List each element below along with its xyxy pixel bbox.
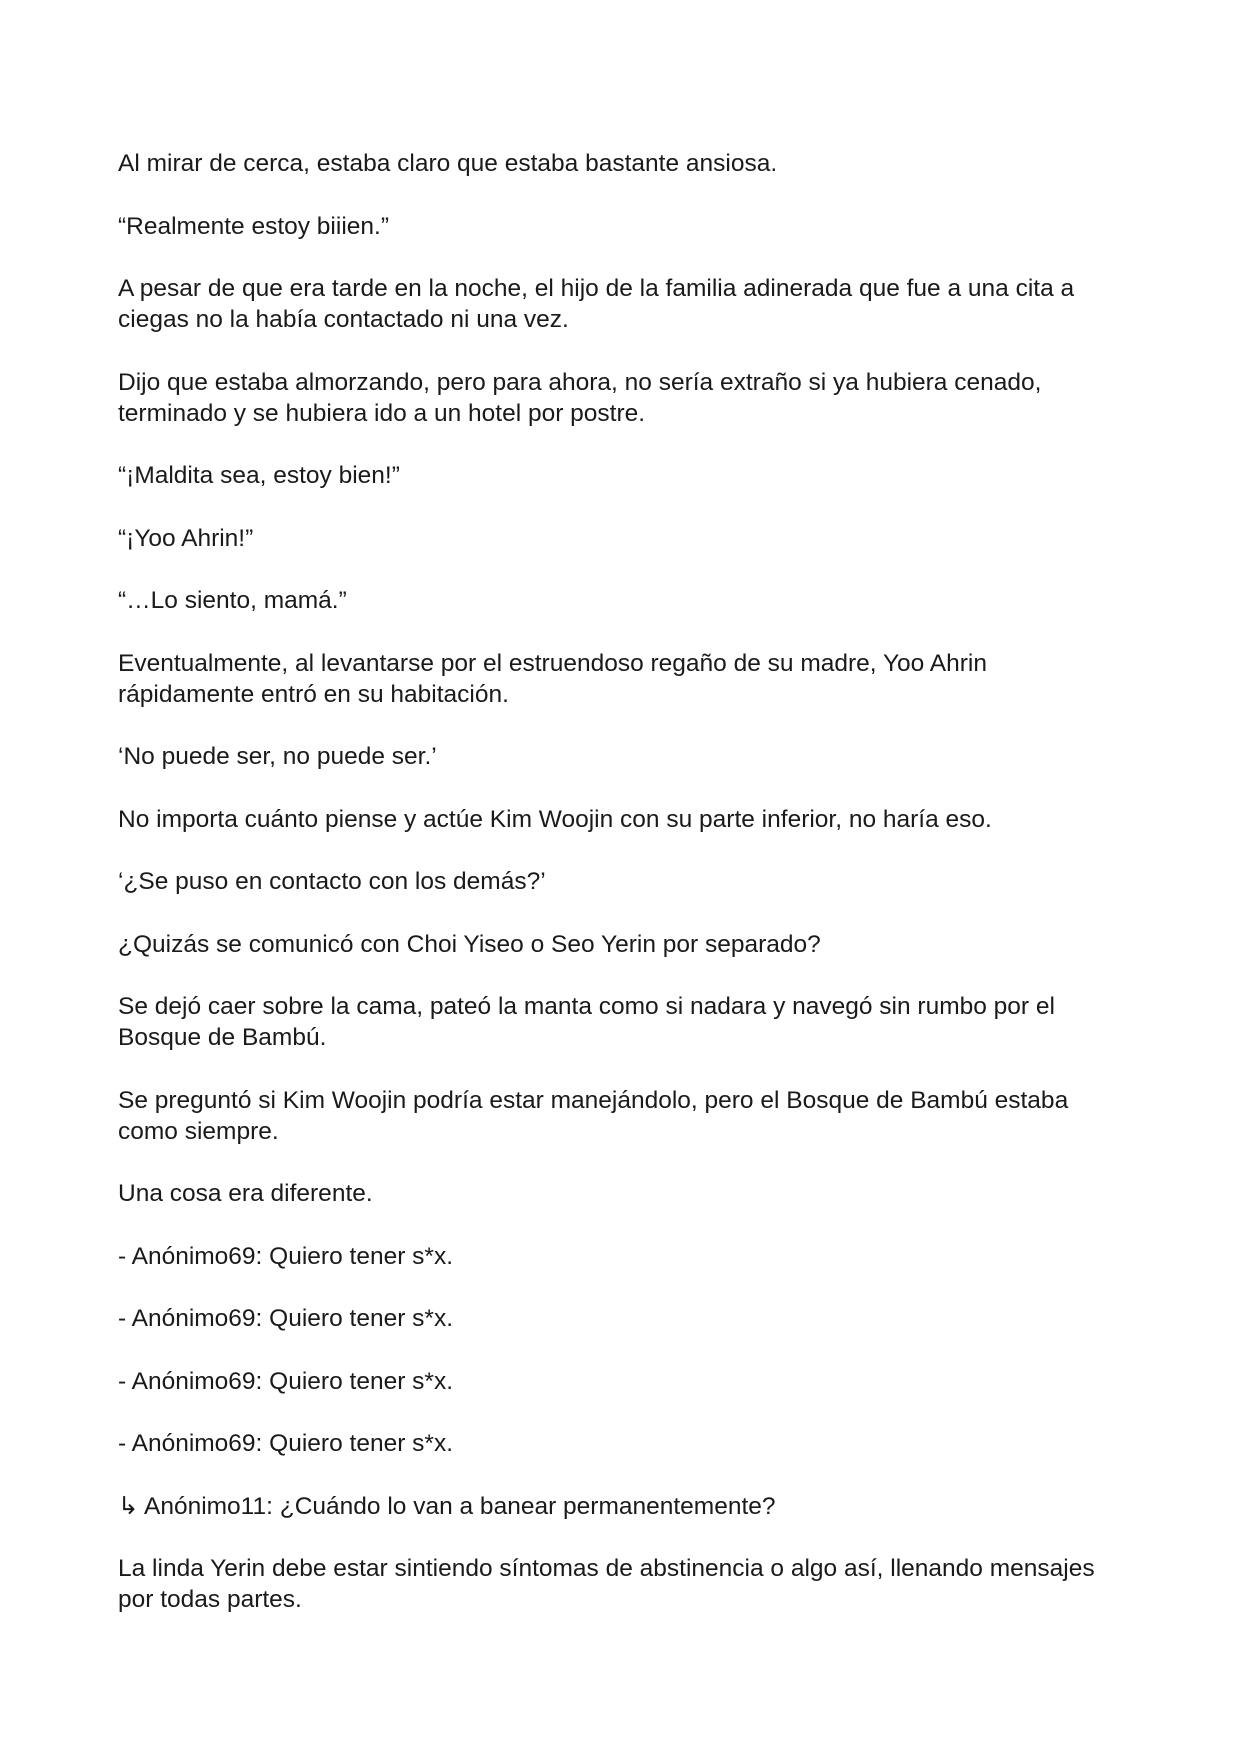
paragraph: “¡Maldita sea, estoy bien!” — [118, 462, 400, 489]
paragraph: “…Lo siento, mamá.” — [118, 587, 347, 614]
paragraph: “¡Yoo Ahrin!” — [118, 524, 254, 552]
chat-reply: ↳ Anónimo11: ¿Cuándo lo van a banear permanentemente? — [118, 1492, 776, 1520]
paragraph: Se preguntó si Kim Woojin podría estar manejándolo, pero el Bosque de Bambú estaba como siempre. — [118, 1086, 1069, 1145]
paragraph: A pesar de que era tarde en la noche, el hijo de la familia adinerada que fue a una cita a ciegas no la había contactado ni una vez. — [118, 275, 1075, 333]
chat-message: - Anónimo69: Quiero tener s*x. — [118, 1430, 454, 1457]
paragraph: Dijo que estaba almorzando, pero para ahora, no sería extraño si ya hubiera cenado, terminado y se hubiera ido a un hotel por postre. — [118, 368, 1042, 427]
paragraph: Al mirar de cerca, estaba claro que estaba bastante ansiosa. — [118, 150, 778, 177]
chat-message: - Anónimo69: Quiero tener s*x. — [118, 1242, 454, 1270]
paragraph: ‘No puede ser, no puede ser.’ — [118, 743, 437, 770]
paragraph: Una cosa era diferente. — [118, 1180, 373, 1207]
paragraph: ‘¿Se puso en contacto con los demás?’ — [118, 868, 546, 895]
paragraph: Se dejó caer sobre la cama, pateó la manta como si nadara y navegó sin rumbo por el Bosque de Bambú. — [118, 993, 1055, 1051]
paragraph: Eventualmente, al levantarse por el estruendoso regaño de su madre, Yoo Ahrin rápidamente entró en su habitación. — [118, 649, 987, 708]
chat-message: - Anónimo69: Quiero tener s*x. — [118, 1305, 454, 1332]
document-body — [118, 148, 1128, 1647]
paragraph: La linda Yerin debe estar sintiendo síntomas de abstinencia o algo así, llenando mensajes por todas partes. — [118, 1555, 1095, 1613]
chat-message: - Anónimo69: Quiero tener s*x. — [118, 1367, 454, 1395]
paragraph: “Realmente estoy biiien.” — [118, 212, 389, 240]
paragraph: No importa cuánto piense y actúe Kim Woojin con su parte inferior, no haría eso. — [118, 805, 992, 833]
paragraph: ¿Quizás se comunicó con Choi Yiseo o Seo Yerin por separado? — [118, 930, 821, 958]
